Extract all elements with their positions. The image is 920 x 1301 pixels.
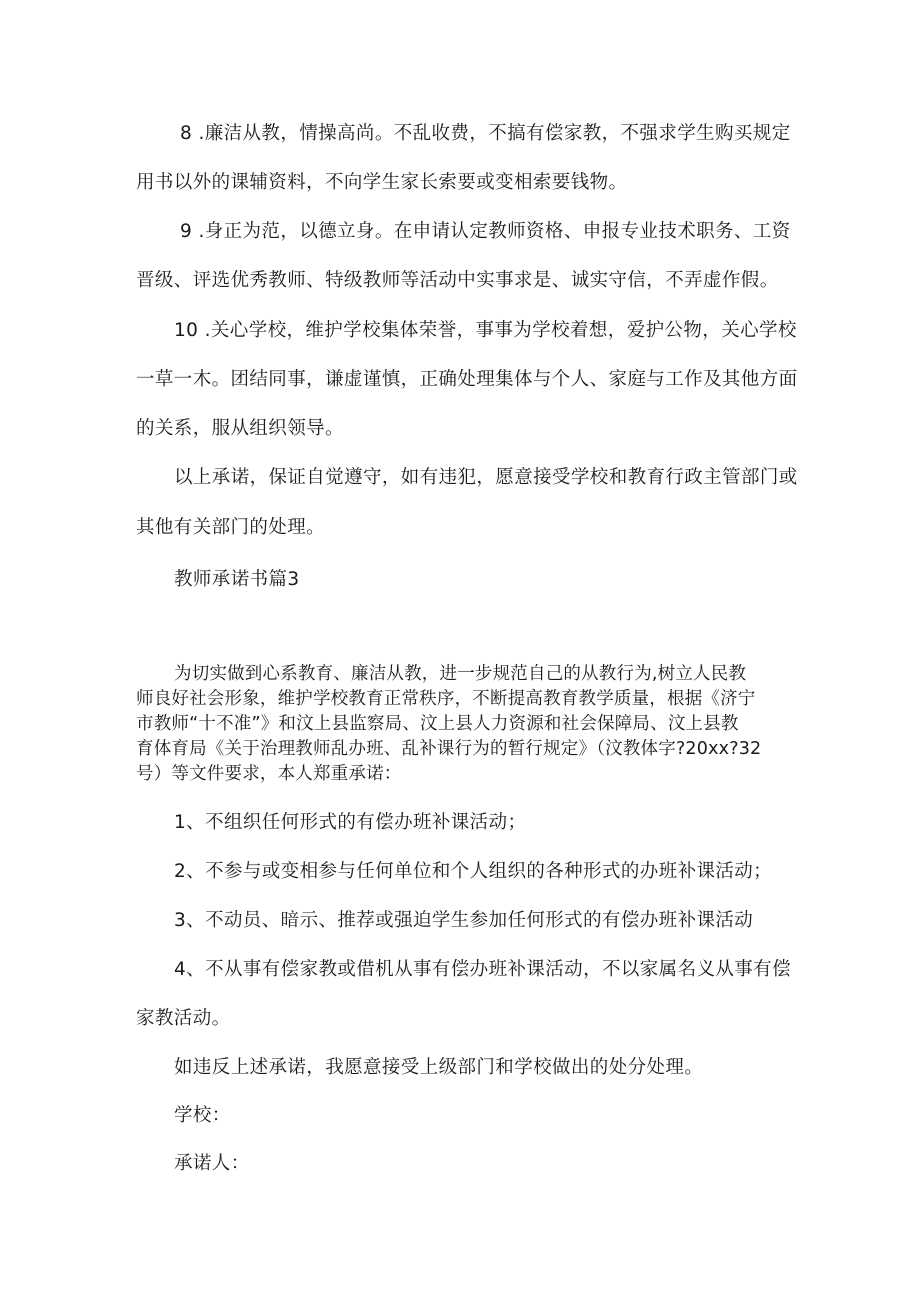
intro-line-5: 号）等文件要求，本人郑重承诺： xyxy=(136,764,402,784)
closing-line-2: 其他有关部门的处理。 xyxy=(136,517,326,538)
pledge-4-line-2: 家教活动。 xyxy=(136,1008,231,1029)
pledger-label: 承诺人： xyxy=(174,1153,250,1174)
intro-line-3: 市教师“十不准”》和汶上县监察局、汶上县人力资源和社会保障局、汶上县教 xyxy=(136,714,739,734)
pledge-3: 3、不动员、暗示、推荐或强迫学生参加任何形式的有偿办班补课活动 xyxy=(174,910,754,931)
item-10-line-1: 10 .关心学校，维护学校集体荣誉，事事为学校着想，爱护公物，关心学校 xyxy=(174,320,797,341)
item-10-line-2: 一草一木。团结同事，谦虚谨慎，正确处理集体与个人、家庭与工作及其他方面 xyxy=(136,369,798,390)
violation-note: 如违反上述承诺，我愿意接受上级部门和学校做出的处分处理。 xyxy=(174,1057,704,1078)
pledge-1: 1、不组织任何形式的有偿办班补课活动； xyxy=(174,812,527,833)
item-9-line-1: 9 .身正为范，以德立身。在申请认定教师资格、申报专业技术职务、工资 xyxy=(180,221,791,242)
section-title: 教师承诺书篇3 xyxy=(174,569,300,590)
pledge-2: 2、不参与或变相参与任何单位和个人组织的各种形式的办班补课活动； xyxy=(174,861,773,882)
item-8-line-1: 8 .廉洁从教，情操高尚。不乱收费，不搞有偿家教，不强求学生购买规定 xyxy=(180,123,791,144)
intro-line-1: 为切实做到心系教育、廉洁从教，进一步规范自己的从教行为,树立人民教 xyxy=(174,664,747,684)
pledge-4-line-1: 4、不从事有偿家教或借机从事有偿办班补课活动，不以家属名义从事有偿 xyxy=(174,959,791,980)
item-10-line-3: 的关系，服从组织领导。 xyxy=(136,418,344,439)
item-9-line-2: 晋级、评选优秀教师、特级教师等活动中实事求是、诚实守信，不弄虚作假。 xyxy=(136,270,779,291)
item-8-line-2: 用书以外的课辅资料，不向学生家长索要或变相索要钱物。 xyxy=(136,172,628,193)
intro-line-4: 育体育局《关于治理教师乱办班、乱补课行为的暂行规定》（汶教体字?20xx?32 xyxy=(136,739,762,759)
closing-line-1: 以上承诺，保证自觉遵守，如有违犯，愿意接受学校和教育行政主管部门或 xyxy=(174,467,798,488)
intro-line-2: 师良好社会形象，维护学校教育正常秩序，不断提高教育教学质量，根据《济宁 xyxy=(136,689,756,709)
school-label: 学校： xyxy=(174,1105,231,1126)
